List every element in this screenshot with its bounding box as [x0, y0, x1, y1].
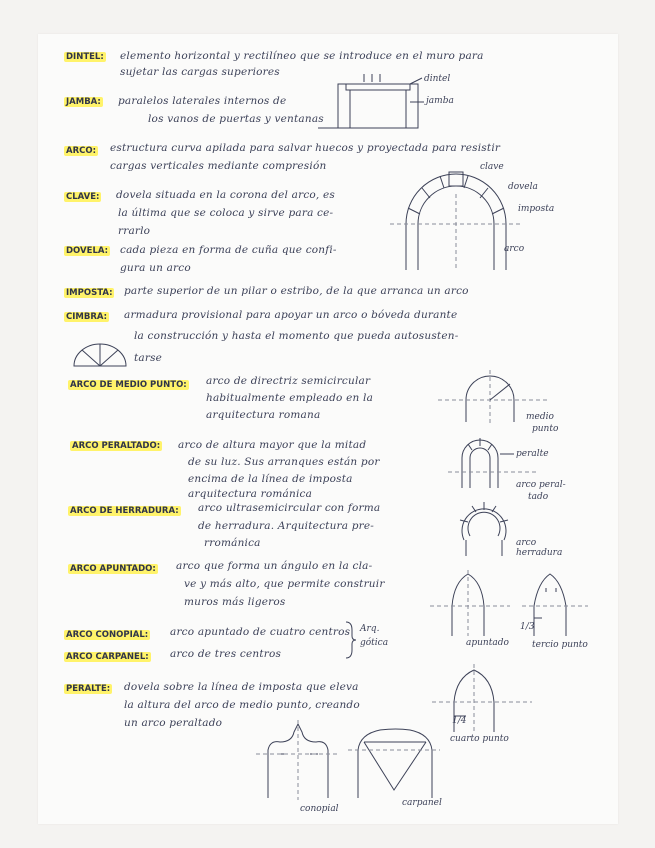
- label-medio-punto-1: medio: [526, 412, 554, 422]
- term-dintel: DINTEL:: [66, 52, 104, 62]
- herradura-line-3: rrománica: [204, 537, 261, 549]
- carpanel-line-1: arco de tres centros: [170, 648, 282, 660]
- imposta-line-1: parte superior de un pilar o estribo, de la que arranca un arco: [124, 285, 469, 297]
- term-herradura: ARCO DE HERRADURA:: [70, 506, 179, 516]
- label-fraction-2: 1/4: [452, 716, 467, 726]
- gotica-brace: [344, 620, 358, 660]
- cimbra-line-3: tarse: [134, 352, 163, 364]
- clave-line-3: rrarlo: [118, 225, 151, 237]
- label-arco-peraltado-1: arco peral-: [516, 480, 566, 490]
- arch-parts-diagram: [400, 164, 520, 274]
- label-dovela: dovela: [508, 182, 538, 192]
- term-cimbra: CIMBRA:: [66, 312, 108, 322]
- term-jamba: JAMBA:: [66, 97, 101, 107]
- peralte-line-3: un arco peraltado: [124, 717, 223, 729]
- label-herradura-1: arco: [516, 538, 537, 548]
- cimbra-line-1: armadura provisional para apoyar un arco o bóveda durante: [124, 309, 458, 321]
- term-peralte: PERALTE:: [66, 684, 111, 694]
- peraltado-line-4: arquitectura románica: [188, 488, 313, 500]
- term-medio-punto: ARCO DE MEDIO PUNTO:: [70, 380, 187, 390]
- clave-line-1: dovela situada en la corona del arco, es: [116, 189, 336, 201]
- cimbra-line-2: la construcción y hasta el momento que pueda autosusten-: [134, 330, 459, 342]
- label-carpanel: carpanel: [402, 798, 442, 808]
- herradura-line-1: arco ultrasemicircular con forma: [198, 502, 381, 514]
- label-cuarto-punto: cuarto punto: [450, 734, 509, 744]
- conopial-carpanel-diagrams: [262, 720, 442, 800]
- medio-punto-line-2: habitualmente empleado en la: [206, 392, 374, 404]
- label-imposta: imposta: [518, 204, 555, 214]
- term-conopial: ARCO CONOPIAL:: [66, 630, 149, 640]
- herradura-line-2: de herradura. Arquitectura pre-: [198, 520, 375, 532]
- label-arq-gotica-1: Arq.: [360, 624, 380, 634]
- apuntado-line-1: arco que forma un ángulo en la cla-: [176, 560, 373, 572]
- cuarto-punto-diagram: [432, 664, 542, 734]
- dintel-line-2: sujetar las cargas superiores: [120, 66, 280, 78]
- label-dintel: dintel: [424, 74, 451, 84]
- term-imposta: IMPOSTA:: [66, 288, 113, 298]
- label-arq-gotica-2: gótica: [360, 638, 389, 648]
- medio-punto-line-1: arco de directriz semicircular: [206, 375, 371, 387]
- label-conopial: conopial: [300, 804, 339, 814]
- label-arco-peraltado-2: tado: [528, 492, 549, 502]
- jamba-line-1: paralelos laterales internos de: [118, 95, 287, 107]
- term-peraltado: ARCO PERALTADO:: [72, 441, 161, 451]
- label-jamba: jamba: [426, 96, 454, 106]
- label-fraction: 1/3: [520, 622, 535, 632]
- apuntado-line-3: muros más ligeros: [184, 596, 286, 608]
- label-herradura-2: herradura: [516, 548, 563, 558]
- notes-page: [38, 34, 618, 824]
- term-arco: ARCO:: [66, 146, 96, 156]
- cimbra-diagram: [72, 340, 132, 370]
- arco-line-1: estructura curva apilada para salvar huecos y proyectada para resistir: [110, 142, 501, 154]
- jamba-line-2: los vanos de puertas y ventanas: [148, 113, 324, 125]
- apuntado-line-2: ve y más alto, que permite construir: [184, 578, 385, 590]
- term-carpanel: ARCO CARPANEL:: [66, 652, 149, 662]
- medio-punto-line-3: arquitectura romana: [206, 409, 321, 421]
- term-apuntado: ARCO APUNTADO:: [70, 564, 156, 574]
- peraltado-line-2: de su luz. Sus arranques están por: [188, 456, 380, 468]
- term-clave: CLAVE:: [66, 192, 100, 202]
- dovela-line-1: cada pieza en forma de cuña que confi-: [120, 244, 337, 256]
- dovela-line-2: gura un arco: [120, 262, 191, 274]
- label-tercio-punto: tercio punto: [532, 640, 588, 650]
- conopial-line-1: arco apuntado de cuatro centros: [170, 626, 351, 638]
- dintel-line-1: elemento horizontal y rectilíneo que se introduce en el muro para: [120, 50, 484, 62]
- peraltado-line-1: arco de altura mayor que la mitad: [178, 439, 367, 451]
- peralte-line-2: la altura del arco de medio punto, creando: [124, 699, 360, 711]
- apuntado-diagrams: [430, 570, 600, 640]
- peralte-line-1: dovela sobre la línea de imposta que eleva: [124, 681, 359, 693]
- clave-line-2: la última que se coloca y sirve para ce-: [118, 207, 334, 219]
- peraltado-line-3: encima de la línea de imposta: [188, 473, 353, 485]
- label-arco: arco: [504, 244, 525, 254]
- arco-line-2: cargas verticales mediante compresión: [110, 160, 327, 172]
- label-peralte-diagram: peralte: [516, 449, 549, 459]
- label-medio-punto-2: punto: [532, 424, 559, 434]
- label-apuntado: apuntado: [466, 638, 509, 648]
- term-dovela: DOVELA:: [66, 246, 108, 256]
- label-clave: clave: [480, 162, 504, 172]
